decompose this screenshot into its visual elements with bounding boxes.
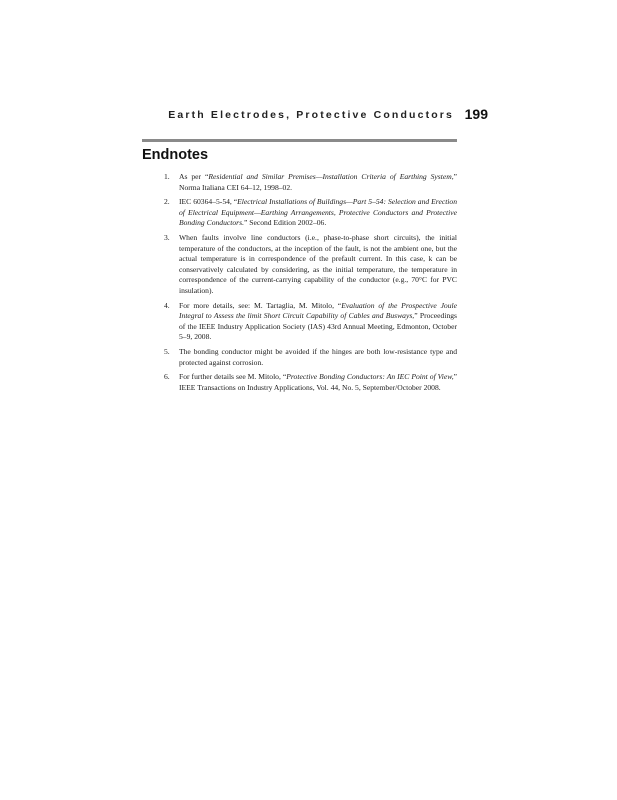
endnote [164, 347, 457, 368]
endnote-number: 2. [164, 197, 170, 207]
endnote-text: When faults involve line conductors (i.e., phase-to-phase short circuits), the initial temperature of the conductors, at the inception of the fault, is not the ambient one, but the actual temperature is in correspondence of the prefault current. In this case, k can be conservatively calculated by considering, as the initial temperature, the temperature in correspondence of the current-carrying capability of the conductor (e.g., 70°C for PVC insulation). [179, 232, 457, 295]
cited-title: Electrical Installations of Buildings—Part 5–54: Selection and Erection of Electrical Equipment—Earthing Arrangements, Protective Conductors and Protective Bonding Conductors. [179, 197, 458, 228]
endnote-number: 1. [164, 172, 170, 181]
endnote-text: The bonding conductor might be avoided if the hinges are both low-resistance type and protected against corrosion. [179, 346, 457, 367]
section-heading: Endnotes [142, 147, 209, 163]
endnote [164, 301, 457, 343]
running-title: Earth Electrodes, Protective Conductors [168, 109, 454, 121]
cited-title: Residential and Similar Premises—Installation Criteria of Earthing System, [208, 172, 454, 181]
endnote-text: As per “Residential and Similar Premises—Installation Criteria of Earthing System,” Norma Italiana CEI 64–12, 1998–02. [179, 172, 457, 192]
endnote-text: IEC 60364–5-54, “Electrical Installations of Buildings—Part 5–54: Selection and Erection of Electrical Equipment—Earthing Arrangements, Protective Conductors and Protective Bonding Conductors.” Second Edition 2002–06. [179, 197, 458, 228]
endnote [164, 172, 457, 193]
endnote-number: 3. [164, 232, 170, 242]
page-number: 199 [464, 106, 488, 122]
endnote [164, 197, 457, 229]
endnote-text: For further details see M. Mitolo, “Protective Bonding Conductors: An IEC Point of View,” IEEE Transactions on Industry Applications, Vol. 44, No. 5, September/October 2008. [179, 372, 457, 392]
running-header [142, 106, 488, 126]
endnote-number: 5. [164, 346, 170, 356]
endnote [164, 372, 457, 393]
endnotes-list [164, 172, 457, 397]
endnote-number: 4. [164, 300, 170, 310]
endnote-number: 6. [164, 372, 170, 382]
cited-title: Protective Bonding Conductors: An IEC Point of View, [286, 372, 454, 382]
endnote-text: For more details, see: M. Tartaglia, M. Mitolo, “Evaluation of the Prospective Joule Integral to Assess the limit Short Circuit Capability of Cables and Busways,” Proceedings of the IEEE Industry Application Society (IAS) 43rd Annual Meeting, Edmonton, October 5–9, 2008. [179, 300, 458, 342]
endnote [164, 233, 457, 297]
cited-title: Evaluation of the Prospective Joule Integral to Assess the limit Short Circuit Capability of Cables and Busways, [179, 300, 458, 321]
section-divider [142, 139, 457, 142]
